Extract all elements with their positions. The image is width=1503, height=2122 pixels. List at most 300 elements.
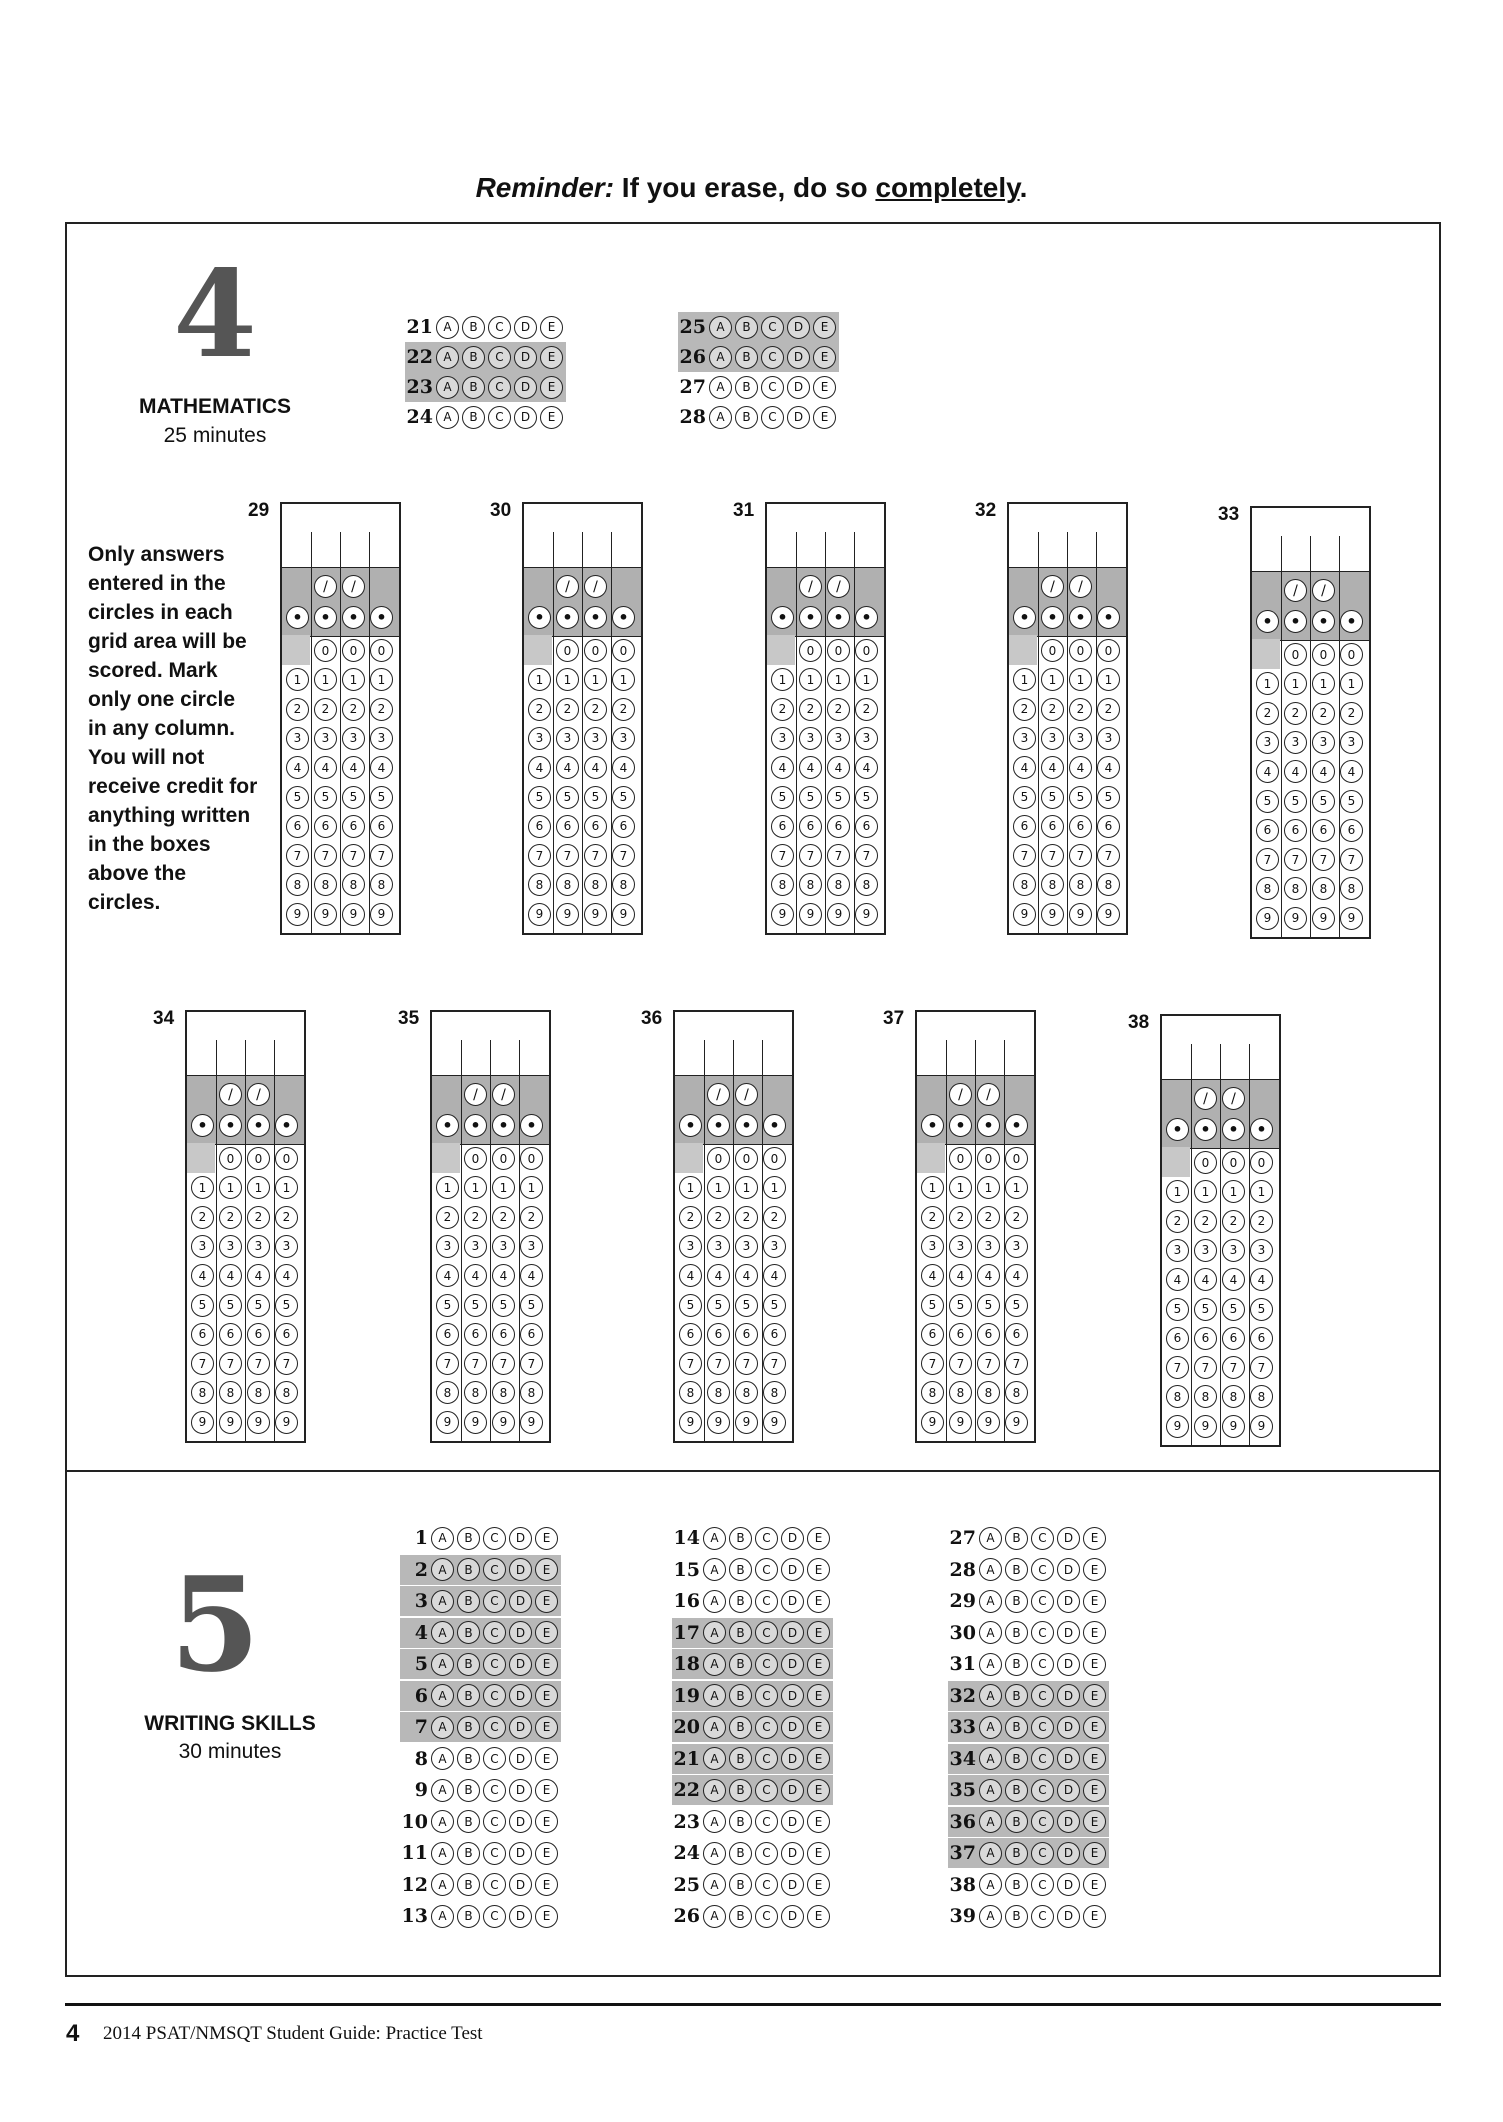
answer-bubble-a[interactable]: A — [431, 1716, 454, 1739]
grid-digit-bubble[interactable]: 8 — [1041, 873, 1064, 896]
grid-digit-bubble[interactable]: 0 — [492, 1147, 515, 1170]
grid-digit-bubble[interactable]: 4 — [1097, 756, 1120, 779]
grid-decimal-bubble[interactable]: • — [1194, 1118, 1217, 1141]
answer-bubble-b[interactable]: B — [457, 1810, 480, 1833]
grid-digit-bubble[interactable]: 5 — [1166, 1298, 1189, 1321]
answer-bubble-d[interactable]: D — [514, 406, 537, 429]
answer-bubble-e[interactable]: E — [535, 1873, 558, 1896]
answer-bubble-d[interactable]: D — [1057, 1905, 1080, 1928]
grid-digit-bubble[interactable]: 4 — [314, 756, 337, 779]
grid-digit-bubble[interactable]: 5 — [855, 786, 878, 809]
answer-bubble-d[interactable]: D — [1057, 1684, 1080, 1707]
grid-digit-bubble[interactable]: 7 — [520, 1352, 543, 1375]
answer-bubble-c[interactable]: C — [483, 1716, 506, 1739]
answer-bubble-e[interactable]: E — [540, 346, 563, 369]
answer-bubble-b[interactable]: B — [457, 1653, 480, 1676]
grid-decimal-bubble[interactable]: • — [735, 1114, 758, 1137]
answer-bubble-a[interactable]: A — [431, 1590, 454, 1613]
grid-digit-bubble[interactable]: 3 — [1069, 727, 1092, 750]
grid-digit-bubble[interactable]: 3 — [1284, 731, 1307, 754]
grid-digit-bubble[interactable]: 3 — [771, 727, 794, 750]
grid-digit-bubble[interactable]: 5 — [612, 786, 635, 809]
answer-bubble-e[interactable]: E — [1083, 1653, 1106, 1676]
grid-digit-bubble[interactable]: 2 — [1166, 1210, 1189, 1233]
grid-digit-bubble[interactable]: 5 — [949, 1294, 972, 1317]
grid-digit-bubble[interactable]: 6 — [1013, 815, 1036, 838]
answer-bubble-d[interactable]: D — [781, 1747, 804, 1770]
answer-bubble-e[interactable]: E — [535, 1527, 558, 1550]
answer-bubble-e[interactable]: E — [807, 1590, 830, 1613]
grid-digit-bubble[interactable]: 3 — [1340, 731, 1363, 754]
grid-digit-bubble[interactable]: 9 — [1041, 903, 1064, 926]
grid-decimal-bubble[interactable]: • — [949, 1114, 972, 1137]
grid-digit-bubble[interactable]: 8 — [799, 873, 822, 896]
grid-digit-bubble[interactable]: 2 — [370, 698, 393, 721]
answer-bubble-a[interactable]: A — [431, 1810, 454, 1833]
answer-bubble-b[interactable]: B — [462, 316, 485, 339]
grid-digit-bubble[interactable]: 3 — [370, 727, 393, 750]
grid-digit-bubble[interactable]: 3 — [799, 727, 822, 750]
grid-digit-bubble[interactable]: 2 — [921, 1206, 944, 1229]
answer-bubble-e[interactable]: E — [535, 1810, 558, 1833]
grid-digit-bubble[interactable]: 0 — [977, 1147, 1000, 1170]
grid-digit-bubble[interactable]: 5 — [679, 1294, 702, 1317]
grid-digit-bubble[interactable]: 6 — [855, 815, 878, 838]
answer-bubble-a[interactable]: A — [979, 1716, 1002, 1739]
answer-bubble-d[interactable]: D — [509, 1653, 532, 1676]
answer-bubble-e[interactable]: E — [807, 1810, 830, 1833]
grid-digit-bubble[interactable]: 1 — [921, 1176, 944, 1199]
grid-digit-bubble[interactable]: 1 — [679, 1176, 702, 1199]
grid-digit-bubble[interactable]: 5 — [370, 786, 393, 809]
grid-digit-bubble[interactable]: 4 — [219, 1264, 242, 1287]
answer-bubble-b[interactable]: B — [729, 1810, 752, 1833]
grid-digit-bubble[interactable]: 5 — [314, 786, 337, 809]
grid-digit-bubble[interactable]: 2 — [763, 1206, 786, 1229]
grid-digit-bubble[interactable]: 2 — [436, 1206, 459, 1229]
grid-digit-bubble[interactable]: 3 — [1312, 731, 1335, 754]
grid-decimal-bubble[interactable]: • — [1013, 606, 1036, 629]
grid-digit-bubble[interactable]: 3 — [528, 727, 551, 750]
grid-digit-bubble[interactable]: 9 — [855, 903, 878, 926]
answer-bubble-a[interactable]: A — [709, 406, 732, 429]
answer-bubble-c[interactable]: C — [1031, 1842, 1054, 1865]
grid-slash-bubble[interactable]: / — [1194, 1087, 1217, 1110]
grid-digit-bubble[interactable]: 0 — [247, 1147, 270, 1170]
grid-digit-bubble[interactable]: 2 — [1256, 702, 1279, 725]
grid-digit-bubble[interactable]: 2 — [528, 698, 551, 721]
grid-digit-bubble[interactable]: 8 — [1013, 873, 1036, 896]
grid-digit-bubble[interactable]: 2 — [520, 1206, 543, 1229]
grid-decimal-bubble[interactable]: • — [1284, 610, 1307, 633]
grid-digit-bubble[interactable]: 9 — [1194, 1415, 1217, 1438]
grid-slash-bubble[interactable]: / — [827, 575, 850, 598]
answer-bubble-e[interactable]: E — [807, 1558, 830, 1581]
answer-bubble-b[interactable]: B — [729, 1684, 752, 1707]
grid-digit-bubble[interactable]: 1 — [464, 1176, 487, 1199]
answer-bubble-a[interactable]: A — [431, 1747, 454, 1770]
grid-digit-bubble[interactable]: 3 — [1041, 727, 1064, 750]
grid-slash-bubble[interactable]: / — [314, 575, 337, 598]
grid-digit-bubble[interactable]: 3 — [584, 727, 607, 750]
grid-digit-bubble[interactable]: 1 — [492, 1176, 515, 1199]
grid-decimal-bubble[interactable]: • — [679, 1114, 702, 1137]
answer-bubble-d[interactable]: D — [781, 1558, 804, 1581]
grid-digit-bubble[interactable]: 8 — [771, 873, 794, 896]
grid-digit-bubble[interactable]: 7 — [679, 1352, 702, 1375]
grid-digit-bubble[interactable]: 1 — [1256, 672, 1279, 695]
grid-digit-bubble[interactable]: 2 — [1250, 1210, 1273, 1233]
answer-bubble-b[interactable]: B — [729, 1558, 752, 1581]
grid-digit-bubble[interactable]: 9 — [370, 903, 393, 926]
grid-slash-bubble[interactable]: / — [1312, 579, 1335, 602]
grid-digit-bubble[interactable]: 5 — [1222, 1298, 1245, 1321]
grid-digit-bubble[interactable]: 1 — [1013, 668, 1036, 691]
answer-bubble-b[interactable]: B — [462, 346, 485, 369]
grid-digit-bubble[interactable]: 1 — [1041, 668, 1064, 691]
grid-digit-bubble[interactable]: 8 — [1284, 877, 1307, 900]
grid-digit-bubble[interactable]: 1 — [771, 668, 794, 691]
answer-bubble-b[interactable]: B — [735, 376, 758, 399]
grid-digit-bubble[interactable]: 4 — [921, 1264, 944, 1287]
grid-decimal-bubble[interactable]: • — [707, 1114, 730, 1137]
grid-digit-bubble[interactable]: 1 — [286, 668, 309, 691]
answer-bubble-c[interactable]: C — [755, 1590, 778, 1613]
answer-bubble-e[interactable]: E — [1083, 1873, 1106, 1896]
grid-digit-bubble[interactable]: 0 — [314, 639, 337, 662]
grid-digit-bubble[interactable]: 0 — [1097, 639, 1120, 662]
answer-bubble-c[interactable]: C — [488, 376, 511, 399]
grid-digit-bubble[interactable]: 4 — [520, 1264, 543, 1287]
answer-bubble-a[interactable]: A — [703, 1558, 726, 1581]
grid-digit-bubble[interactable]: 1 — [520, 1176, 543, 1199]
answer-bubble-a[interactable]: A — [436, 346, 459, 369]
grid-digit-bubble[interactable]: 5 — [799, 786, 822, 809]
grid-digit-bubble[interactable]: 7 — [191, 1352, 214, 1375]
grid-digit-bubble[interactable]: 2 — [612, 698, 635, 721]
grid-decimal-bubble[interactable]: • — [584, 606, 607, 629]
grid-digit-bubble[interactable]: 7 — [1041, 844, 1064, 867]
grid-decimal-bubble[interactable]: • — [1005, 1114, 1028, 1137]
grid-digit-bubble[interactable]: 8 — [219, 1381, 242, 1404]
grid-digit-bubble[interactable]: 5 — [771, 786, 794, 809]
grid-digit-bubble[interactable]: 5 — [556, 786, 579, 809]
grid-digit-bubble[interactable]: 0 — [1005, 1147, 1028, 1170]
answer-bubble-c[interactable]: C — [1031, 1873, 1054, 1896]
answer-bubble-e[interactable]: E — [1083, 1716, 1106, 1739]
grid-digit-bubble[interactable]: 2 — [1284, 702, 1307, 725]
answer-bubble-c[interactable]: C — [483, 1842, 506, 1865]
answer-bubble-a[interactable]: A — [709, 376, 732, 399]
answer-bubble-a[interactable]: A — [431, 1873, 454, 1896]
grid-digit-bubble[interactable]: 5 — [735, 1294, 758, 1317]
grid-digit-bubble[interactable]: 0 — [275, 1147, 298, 1170]
grid-digit-bubble[interactable]: 6 — [219, 1323, 242, 1346]
grid-digit-bubble[interactable]: 9 — [679, 1411, 702, 1434]
grid-digit-bubble[interactable]: 4 — [1256, 760, 1279, 783]
grid-digit-bubble[interactable]: 8 — [1340, 877, 1363, 900]
grid-decimal-bubble[interactable]: • — [556, 606, 579, 629]
answer-bubble-b[interactable]: B — [1005, 1779, 1028, 1802]
grid-digit-bubble[interactable]: 3 — [1013, 727, 1036, 750]
grid-slash-bubble[interactable]: / — [1069, 575, 1092, 598]
answer-bubble-a[interactable]: A — [979, 1653, 1002, 1676]
grid-digit-bubble[interactable]: 4 — [827, 756, 850, 779]
grid-digit-bubble[interactable]: 7 — [921, 1352, 944, 1375]
grid-digit-bubble[interactable]: 7 — [1013, 844, 1036, 867]
grid-digit-bubble[interactable]: 2 — [556, 698, 579, 721]
grid-decimal-bubble[interactable]: • — [1256, 610, 1279, 633]
answer-bubble-e[interactable]: E — [1083, 1905, 1106, 1928]
grid-digit-bubble[interactable]: 4 — [1284, 760, 1307, 783]
grid-digit-bubble[interactable]: 5 — [1312, 790, 1335, 813]
grid-digit-bubble[interactable]: 2 — [219, 1206, 242, 1229]
grid-digit-bubble[interactable]: 3 — [949, 1235, 972, 1258]
answer-bubble-a[interactable]: A — [703, 1747, 726, 1770]
grid-slash-bubble[interactable]: / — [492, 1083, 515, 1106]
grid-slash-bubble[interactable]: / — [1041, 575, 1064, 598]
grid-digit-bubble[interactable]: 2 — [827, 698, 850, 721]
answer-bubble-c[interactable]: C — [761, 316, 784, 339]
grid-digit-bubble[interactable]: 2 — [286, 698, 309, 721]
grid-digit-bubble[interactable]: 2 — [771, 698, 794, 721]
answer-bubble-e[interactable]: E — [535, 1747, 558, 1770]
answer-bubble-a[interactable]: A — [979, 1779, 1002, 1802]
grid-digit-bubble[interactable]: 6 — [1166, 1327, 1189, 1350]
grid-digit-bubble[interactable]: 0 — [370, 639, 393, 662]
answer-bubble-e[interactable]: E — [1083, 1684, 1106, 1707]
grid-digit-bubble[interactable]: 3 — [977, 1235, 1000, 1258]
grid-digit-bubble[interactable]: 0 — [584, 639, 607, 662]
grid-digit-bubble[interactable]: 8 — [827, 873, 850, 896]
answer-bubble-d[interactable]: D — [514, 316, 537, 339]
answer-bubble-a[interactable]: A — [703, 1653, 726, 1676]
answer-bubble-a[interactable]: A — [709, 346, 732, 369]
grid-digit-bubble[interactable]: 2 — [275, 1206, 298, 1229]
grid-digit-bubble[interactable]: 3 — [464, 1235, 487, 1258]
grid-decimal-bubble[interactable]: • — [464, 1114, 487, 1137]
grid-digit-bubble[interactable]: 0 — [219, 1147, 242, 1170]
grid-digit-bubble[interactable]: 0 — [799, 639, 822, 662]
grid-digit-bubble[interactable]: 8 — [528, 873, 551, 896]
grid-digit-bubble[interactable]: 9 — [275, 1411, 298, 1434]
grid-decimal-bubble[interactable]: • — [977, 1114, 1000, 1137]
grid-slash-bubble[interactable]: / — [949, 1083, 972, 1106]
grid-digit-bubble[interactable]: 4 — [247, 1264, 270, 1287]
answer-bubble-a[interactable]: A — [431, 1527, 454, 1550]
answer-bubble-b[interactable]: B — [457, 1684, 480, 1707]
grid-digit-bubble[interactable]: 2 — [314, 698, 337, 721]
grid-digit-bubble[interactable]: 4 — [1013, 756, 1036, 779]
grid-digit-bubble[interactable]: 8 — [556, 873, 579, 896]
grid-digit-bubble[interactable]: 1 — [855, 668, 878, 691]
grid-digit-bubble[interactable]: 8 — [612, 873, 635, 896]
grid-digit-bubble[interactable]: 7 — [949, 1352, 972, 1375]
grid-digit-bubble[interactable]: 2 — [584, 698, 607, 721]
grid-digit-bubble[interactable]: 2 — [1097, 698, 1120, 721]
grid-digit-bubble[interactable]: 3 — [520, 1235, 543, 1258]
answer-bubble-d[interactable]: D — [514, 376, 537, 399]
answer-bubble-a[interactable]: A — [703, 1873, 726, 1896]
answer-bubble-c[interactable]: C — [1031, 1558, 1054, 1581]
answer-bubble-b[interactable]: B — [1005, 1842, 1028, 1865]
grid-digit-bubble[interactable]: 3 — [492, 1235, 515, 1258]
grid-digit-bubble[interactable]: 9 — [436, 1411, 459, 1434]
grid-digit-bubble[interactable]: 1 — [763, 1176, 786, 1199]
grid-digit-bubble[interactable]: 7 — [219, 1352, 242, 1375]
grid-digit-bubble[interactable]: 2 — [1041, 698, 1064, 721]
grid-digit-bubble[interactable]: 8 — [1256, 877, 1279, 900]
grid-digit-bubble[interactable]: 9 — [949, 1411, 972, 1434]
grid-digit-bubble[interactable]: 9 — [977, 1411, 1000, 1434]
grid-slash-bubble[interactable]: / — [247, 1083, 270, 1106]
grid-digit-bubble[interactable]: 0 — [827, 639, 850, 662]
answer-bubble-b[interactable]: B — [735, 316, 758, 339]
grid-decimal-bubble[interactable]: • — [219, 1114, 242, 1137]
answer-bubble-a[interactable]: A — [979, 1747, 1002, 1770]
grid-write-in-boxes[interactable] — [917, 1012, 1034, 1075]
grid-digit-bubble[interactable]: 6 — [370, 815, 393, 838]
grid-digit-bubble[interactable]: 9 — [763, 1411, 786, 1434]
grid-decimal-bubble[interactable]: • — [342, 606, 365, 629]
grid-digit-bubble[interactable]: 5 — [191, 1294, 214, 1317]
answer-bubble-d[interactable]: D — [509, 1621, 532, 1644]
grid-digit-bubble[interactable]: 5 — [584, 786, 607, 809]
grid-decimal-bubble[interactable]: • — [275, 1114, 298, 1137]
answer-bubble-d[interactable]: D — [1057, 1873, 1080, 1896]
grid-digit-bubble[interactable]: 2 — [679, 1206, 702, 1229]
answer-bubble-b[interactable]: B — [1005, 1873, 1028, 1896]
answer-bubble-b[interactable]: B — [457, 1590, 480, 1613]
grid-digit-bubble[interactable]: 7 — [771, 844, 794, 867]
grid-digit-bubble[interactable]: 8 — [1250, 1385, 1273, 1408]
grid-digit-bubble[interactable]: 8 — [763, 1381, 786, 1404]
grid-write-in-boxes[interactable] — [675, 1012, 792, 1075]
grid-write-in-boxes[interactable] — [767, 504, 884, 567]
answer-bubble-c[interactable]: C — [1031, 1905, 1054, 1928]
grid-digit-bubble[interactable]: 6 — [1041, 815, 1064, 838]
answer-bubble-e[interactable]: E — [1083, 1842, 1106, 1865]
answer-bubble-c[interactable]: C — [1031, 1716, 1054, 1739]
grid-digit-bubble[interactable]: 4 — [1222, 1268, 1245, 1291]
grid-digit-bubble[interactable]: 1 — [1284, 672, 1307, 695]
answer-bubble-b[interactable]: B — [1005, 1558, 1028, 1581]
grid-digit-bubble[interactable]: 6 — [1284, 819, 1307, 842]
grid-digit-bubble[interactable]: 4 — [1340, 760, 1363, 783]
grid-digit-bubble[interactable]: 9 — [1166, 1415, 1189, 1438]
grid-digit-bubble[interactable]: 0 — [1194, 1151, 1217, 1174]
grid-digit-bubble[interactable]: 8 — [1097, 873, 1120, 896]
grid-digit-bubble[interactable]: 2 — [1340, 702, 1363, 725]
grid-digit-bubble[interactable]: 6 — [342, 815, 365, 838]
grid-digit-bubble[interactable]: 1 — [1166, 1180, 1189, 1203]
answer-bubble-c[interactable]: C — [483, 1810, 506, 1833]
grid-digit-bubble[interactable]: 8 — [707, 1381, 730, 1404]
grid-decimal-bubble[interactable]: • — [1166, 1118, 1189, 1141]
grid-digit-bubble[interactable]: 7 — [247, 1352, 270, 1375]
answer-bubble-e[interactable]: E — [1083, 1527, 1106, 1550]
grid-digit-bubble[interactable]: 1 — [827, 668, 850, 691]
grid-digit-bubble[interactable]: 0 — [1250, 1151, 1273, 1174]
grid-digit-bubble[interactable]: 8 — [342, 873, 365, 896]
answer-bubble-b[interactable]: B — [729, 1779, 752, 1802]
grid-decimal-bubble[interactable]: • — [492, 1114, 515, 1137]
grid-digit-bubble[interactable]: 5 — [1041, 786, 1064, 809]
grid-digit-bubble[interactable]: 1 — [219, 1176, 242, 1199]
grid-digit-bubble[interactable]: 9 — [520, 1411, 543, 1434]
answer-bubble-b[interactable]: B — [729, 1747, 752, 1770]
answer-bubble-b[interactable]: B — [457, 1747, 480, 1770]
answer-bubble-d[interactable]: D — [1057, 1558, 1080, 1581]
answer-bubble-a[interactable]: A — [431, 1779, 454, 1802]
grid-digit-bubble[interactable]: 5 — [1069, 786, 1092, 809]
grid-digit-bubble[interactable]: 8 — [370, 873, 393, 896]
grid-digit-bubble[interactable]: 4 — [1041, 756, 1064, 779]
grid-digit-bubble[interactable]: 7 — [1250, 1356, 1273, 1379]
grid-digit-bubble[interactable]: 9 — [314, 903, 337, 926]
answer-bubble-d[interactable]: D — [787, 376, 810, 399]
grid-digit-bubble[interactable]: 8 — [275, 1381, 298, 1404]
grid-digit-bubble[interactable]: 2 — [1005, 1206, 1028, 1229]
grid-digit-bubble[interactable]: 7 — [314, 844, 337, 867]
answer-bubble-d[interactable]: D — [1057, 1653, 1080, 1676]
grid-digit-bubble[interactable]: 9 — [1222, 1415, 1245, 1438]
grid-digit-bubble[interactable]: 5 — [1013, 786, 1036, 809]
grid-digit-bubble[interactable]: 2 — [707, 1206, 730, 1229]
grid-digit-bubble[interactable]: 6 — [1222, 1327, 1245, 1350]
answer-bubble-e[interactable]: E — [1083, 1621, 1106, 1644]
grid-digit-bubble[interactable]: 1 — [584, 668, 607, 691]
grid-digit-bubble[interactable]: 7 — [827, 844, 850, 867]
answer-bubble-d[interactable]: D — [1057, 1621, 1080, 1644]
answer-bubble-b[interactable]: B — [1005, 1621, 1028, 1644]
answer-bubble-e[interactable]: E — [1083, 1590, 1106, 1613]
grid-decimal-bubble[interactable]: • — [1069, 606, 1092, 629]
answer-bubble-a[interactable]: A — [703, 1684, 726, 1707]
grid-decimal-bubble[interactable]: • — [1097, 606, 1120, 629]
grid-digit-bubble[interactable]: 3 — [314, 727, 337, 750]
grid-digit-bubble[interactable]: 3 — [1194, 1239, 1217, 1262]
grid-digit-bubble[interactable]: 2 — [191, 1206, 214, 1229]
answer-bubble-e[interactable]: E — [535, 1779, 558, 1802]
answer-bubble-d[interactable]: D — [509, 1527, 532, 1550]
answer-bubble-c[interactable]: C — [755, 1621, 778, 1644]
grid-digit-bubble[interactable]: 7 — [492, 1352, 515, 1375]
answer-bubble-c[interactable]: C — [483, 1621, 506, 1644]
grid-digit-bubble[interactable]: 4 — [556, 756, 579, 779]
grid-digit-bubble[interactable]: 4 — [1194, 1268, 1217, 1291]
answer-bubble-d[interactable]: D — [781, 1779, 804, 1802]
answer-bubble-a[interactable]: A — [703, 1842, 726, 1865]
answer-bubble-c[interactable]: C — [1031, 1621, 1054, 1644]
answer-bubble-e[interactable]: E — [535, 1905, 558, 1928]
answer-bubble-d[interactable]: D — [781, 1716, 804, 1739]
grid-digit-bubble[interactable]: 5 — [342, 786, 365, 809]
grid-digit-bubble[interactable]: 6 — [528, 815, 551, 838]
answer-bubble-c[interactable]: C — [488, 346, 511, 369]
grid-digit-bubble[interactable]: 5 — [1250, 1298, 1273, 1321]
answer-bubble-e[interactable]: E — [1083, 1558, 1106, 1581]
grid-digit-bubble[interactable]: 6 — [612, 815, 635, 838]
answer-bubble-c[interactable]: C — [1031, 1810, 1054, 1833]
grid-digit-bubble[interactable]: 7 — [275, 1352, 298, 1375]
answer-bubble-d[interactable]: D — [509, 1558, 532, 1581]
answer-bubble-c[interactable]: C — [1031, 1590, 1054, 1613]
answer-bubble-a[interactable]: A — [431, 1558, 454, 1581]
grid-digit-bubble[interactable]: 4 — [370, 756, 393, 779]
answer-bubble-a[interactable]: A — [436, 406, 459, 429]
grid-digit-bubble[interactable]: 7 — [556, 844, 579, 867]
